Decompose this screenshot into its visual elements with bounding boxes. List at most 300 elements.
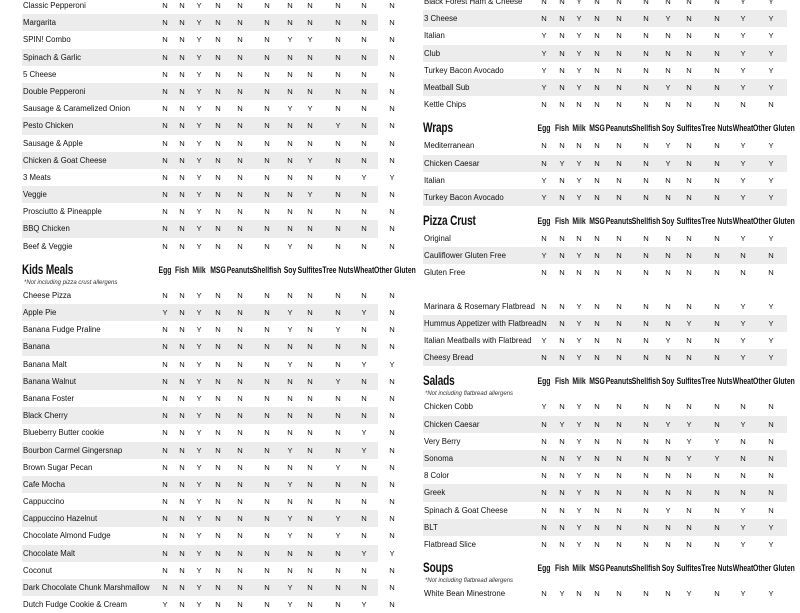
allergen-value: N	[768, 505, 774, 515]
allergen-value: N	[389, 342, 395, 352]
allergen-column-header: Fish	[554, 563, 570, 575]
table-row	[423, 264, 787, 281]
allergen-value: N	[237, 376, 243, 386]
allergen-value: N	[361, 69, 367, 79]
item-name: Dutch Fudge Cookie & Cream	[23, 600, 128, 610]
allergen-column-header: Tree Nuts	[322, 264, 354, 276]
allergen-value: N	[616, 31, 622, 41]
section-1	[423, 119, 795, 206]
allergen-value: Y	[740, 175, 746, 185]
section-1	[22, 260, 416, 613]
allergen-value: N	[215, 411, 221, 421]
allergen-value: N	[714, 589, 720, 599]
allergen-value: N	[237, 479, 243, 489]
allergen-value: N	[361, 565, 367, 575]
allergen-value: N	[643, 100, 649, 110]
allergen-value: N	[541, 268, 547, 278]
allergen-value: N	[541, 488, 547, 498]
allergen-value: N	[616, 65, 622, 75]
allergen-value: N	[559, 192, 565, 202]
allergen-value: N	[594, 436, 600, 446]
allergen-value: N	[576, 100, 582, 110]
allergen-value: N	[307, 172, 313, 182]
allergen-value: N	[264, 18, 270, 28]
allergen-value: Y	[740, 353, 746, 363]
allergen-value: N	[389, 69, 395, 79]
allergen-value: Y	[389, 548, 395, 558]
allergen-value: Y	[576, 402, 582, 412]
allergen-value: Y	[686, 453, 692, 463]
allergen-value: N	[335, 155, 341, 165]
allergen-value: N	[335, 69, 341, 79]
allergen-value: N	[594, 48, 600, 58]
allergen-value: N	[616, 100, 622, 110]
allergen-column-header: Egg	[537, 123, 551, 135]
allergen-value: Y	[768, 336, 774, 345]
allergen-value: N	[179, 86, 185, 96]
allergen-value: Y	[196, 52, 202, 62]
allergen-value: Y	[541, 336, 547, 345]
allergen-value: Y	[576, 436, 582, 446]
allergen-value: N	[307, 69, 313, 79]
allergen-column-header: Fish	[554, 123, 570, 135]
item-name: Brown Sugar Pecan	[23, 462, 93, 472]
allergen-value: N	[307, 86, 313, 96]
allergen-column-header: Wheat	[732, 563, 754, 575]
allergen-value: N	[541, 141, 547, 151]
allergen-value: Y	[686, 419, 692, 429]
allergen-value: Y	[287, 479, 293, 489]
allergen-value: N	[714, 353, 720, 363]
allergen-value: N	[714, 488, 720, 498]
allergen-value: N	[389, 411, 395, 421]
allergen-value: N	[335, 18, 341, 28]
allergen-value: N	[215, 1, 221, 10]
allergen-value: N	[594, 419, 600, 429]
allergen-value: N	[215, 342, 221, 352]
allergen-value: N	[686, 268, 692, 278]
allergen-value: N	[335, 52, 341, 62]
allergen-value: N	[686, 158, 692, 168]
allergen-value: N	[594, 100, 600, 110]
allergen-value: N	[264, 308, 270, 317]
item-name: Chicken Caesar	[424, 158, 480, 168]
allergen-value: N	[665, 539, 671, 549]
allergen-value: N	[616, 471, 622, 481]
allergen-value: N	[215, 428, 221, 438]
allergen-value: N	[307, 445, 313, 455]
section-note: *Not including flatbread allergens	[425, 578, 514, 585]
allergen-value: N	[594, 192, 600, 202]
allergen-value: Y	[361, 428, 367, 438]
allergen-value: Y	[389, 359, 395, 369]
allergen-value: N	[179, 359, 185, 369]
allergen-value: N	[714, 100, 720, 110]
allergen-value: N	[179, 138, 185, 148]
allergen-value: N	[686, 353, 692, 363]
item-name: Sausage & Apple	[23, 138, 83, 148]
allergen-column-header: Egg	[537, 563, 551, 575]
allergen-value: N	[643, 268, 649, 278]
allergen-value: N	[237, 138, 243, 148]
section-title: Soups	[423, 559, 454, 576]
allergen-value: N	[714, 505, 720, 515]
allergen-value: N	[215, 224, 221, 234]
allergen-value: Y	[196, 18, 202, 28]
allergen-value: Y	[541, 175, 547, 185]
allergen-value: N	[576, 234, 582, 244]
allergen-value: N	[215, 600, 221, 610]
allergen-value: N	[594, 336, 600, 345]
allergen-value: Y	[576, 14, 582, 24]
allergen-value: N	[264, 104, 270, 114]
allergen-value: N	[665, 402, 671, 412]
allergen-value: N	[389, 514, 395, 524]
allergen-value: Y	[196, 462, 202, 472]
allergen-value: Y	[196, 325, 202, 335]
allergen-value: Y	[196, 479, 202, 489]
allergen-column-header: Peanuts	[605, 123, 633, 135]
table-row	[423, 433, 787, 450]
table-row	[22, 220, 395, 237]
allergen-column-header: MSG	[589, 216, 605, 228]
allergen-value: Y	[287, 583, 293, 592]
allergen-value: Y	[287, 104, 293, 114]
allergen-value: N	[361, 479, 367, 489]
allergen-column-header: Shellfish	[631, 376, 661, 388]
allergen-value: Y	[576, 419, 582, 429]
table-row	[22, 117, 395, 134]
allergen-value: N	[686, 488, 692, 498]
allergen-value: Y	[665, 158, 671, 168]
allergen-value: N	[335, 565, 341, 575]
table-row	[423, 10, 787, 27]
allergen-value: N	[287, 376, 293, 386]
allergen-value: N	[643, 158, 649, 168]
allergen-value: N	[179, 342, 185, 352]
item-name: Sausage & Caramelized Onion	[23, 104, 131, 114]
allergen-value: Y	[287, 308, 293, 317]
allergen-value: N	[541, 453, 547, 463]
allergen-value: N	[559, 82, 565, 92]
allergen-value: Y	[740, 14, 746, 24]
item-name: Bourbon Carmel Gingersnap	[23, 445, 123, 455]
allergen-value: N	[559, 65, 565, 75]
allergen-value: N	[361, 1, 367, 10]
allergen-value: N	[714, 471, 720, 481]
allergen-value: N	[714, 522, 720, 532]
allergen-value: N	[215, 52, 221, 62]
allergen-value: N	[740, 251, 746, 261]
allergen-value: N	[686, 471, 692, 481]
allergen-value: Y	[196, 514, 202, 524]
allergen-value: N	[740, 453, 746, 463]
allergen-value: N	[714, 141, 720, 151]
allergen-value: N	[179, 325, 185, 335]
allergen-value: Y	[335, 514, 341, 524]
allergen-value: N	[287, 69, 293, 79]
allergen-value: Y	[768, 48, 774, 58]
allergen-value: Y	[361, 600, 367, 610]
table-row	[22, 510, 395, 527]
allergen-column-header: Sulfites	[676, 563, 702, 575]
allergen-column-header: Sulfites	[676, 216, 702, 228]
allergen-column-header: MSG	[589, 376, 605, 388]
table-row	[22, 493, 395, 510]
allergen-value: N	[361, 411, 367, 421]
allergen-value: Y	[768, 318, 774, 328]
table-row	[22, 169, 395, 186]
allergen-value: N	[287, 1, 293, 10]
allergen-value: N	[643, 141, 649, 151]
table-row	[423, 247, 787, 264]
allergen-value: N	[686, 251, 692, 261]
allergen-value: Y	[196, 445, 202, 455]
allergen-value: Y	[287, 359, 293, 369]
allergen-column-header: Soy	[283, 264, 297, 276]
item-name: Banana Malt	[23, 359, 67, 369]
allergen-value: N	[389, 224, 395, 234]
allergen-value: N	[237, 548, 243, 558]
allergen-value: Y	[559, 419, 565, 429]
allergen-value: Y	[196, 138, 202, 148]
allergen-value: Y	[287, 600, 293, 610]
allergen-value: N	[162, 172, 168, 182]
allergen-value: N	[665, 353, 671, 363]
allergen-value: N	[307, 531, 313, 541]
allergen-value: N	[287, 155, 293, 165]
allergen-value: N	[541, 539, 547, 549]
allergen-value: N	[643, 318, 649, 328]
allergen-value: N	[264, 1, 270, 10]
item-name: Italian Meatballs with Flatbread	[424, 336, 532, 345]
allergen-value: N	[714, 336, 720, 345]
allergen-value: N	[714, 419, 720, 429]
allergen-value: Y	[196, 69, 202, 79]
allergen-value: N	[616, 419, 622, 429]
allergen-value: N	[179, 497, 185, 507]
item-name: Gluten Free	[424, 268, 466, 278]
allergen-value: N	[162, 18, 168, 28]
allergen-value: N	[643, 453, 649, 463]
allergen-value: N	[361, 290, 367, 300]
allergen-value: Y	[196, 342, 202, 352]
allergen-value: N	[616, 141, 622, 151]
allergen-value: N	[616, 301, 622, 311]
allergen-value: N	[237, 531, 243, 541]
table-row	[22, 545, 395, 562]
allergen-value: N	[616, 0, 622, 6]
allergen-value: Y	[714, 453, 720, 463]
allergen-value: N	[643, 82, 649, 92]
allergen-value: Y	[768, 82, 774, 92]
item-name: Sonoma	[424, 453, 454, 463]
item-name: Coconut	[23, 565, 53, 575]
allergen-value: N	[686, 505, 692, 515]
allergen-value: N	[576, 141, 582, 151]
allergen-value: N	[389, 497, 395, 507]
allergen-value: N	[307, 583, 313, 592]
allergen-value: N	[361, 241, 367, 251]
allergen-value: N	[287, 190, 293, 200]
allergen-value: N	[361, 376, 367, 386]
allergen-column-header: Soy	[661, 123, 675, 135]
allergen-value: N	[264, 325, 270, 335]
allergen-value: N	[714, 48, 720, 58]
allergen-value: Y	[768, 141, 774, 151]
allergen-column-header: Other Gluten	[753, 123, 795, 135]
allergen-value: N	[594, 505, 600, 515]
allergen-value: N	[686, 48, 692, 58]
allergen-value: N	[179, 52, 185, 62]
allergen-value: N	[714, 268, 720, 278]
allergen-value: N	[594, 353, 600, 363]
allergen-value: Y	[196, 600, 202, 610]
allergen-value: Y	[335, 121, 341, 131]
allergen-value: N	[714, 539, 720, 549]
allergen-column-header: Shellfish	[631, 216, 661, 228]
allergen-value: N	[361, 155, 367, 165]
allergen-value: N	[594, 453, 600, 463]
allergen-value: N	[179, 18, 185, 28]
allergen-value: N	[714, 65, 720, 75]
table-row	[22, 579, 395, 596]
allergen-column-header: Other Gluten	[753, 376, 795, 388]
allergen-column-header: Egg	[537, 216, 551, 228]
allergen-value: N	[287, 548, 293, 558]
allergen-value: N	[162, 462, 168, 472]
allergen-value: N	[215, 207, 221, 217]
allergen-value: N	[361, 342, 367, 352]
allergen-value: N	[307, 121, 313, 131]
table-row	[22, 321, 395, 338]
allergen-value: N	[179, 190, 185, 200]
allergen-value: N	[335, 428, 341, 438]
allergen-value: N	[768, 471, 774, 481]
allergen-value: N	[264, 428, 270, 438]
allergen-value: N	[237, 207, 243, 217]
allergen-value: N	[237, 514, 243, 524]
allergen-value: Y	[665, 14, 671, 24]
table-row	[22, 83, 395, 100]
allergen-value: N	[237, 308, 243, 317]
allergen-value: N	[264, 69, 270, 79]
allergen-value: N	[162, 224, 168, 234]
allergen-value: N	[237, 172, 243, 182]
allergen-value: N	[237, 18, 243, 28]
table-row	[423, 502, 787, 519]
allergen-value: N	[361, 325, 367, 335]
table-row	[22, 203, 395, 220]
table-row	[423, 137, 787, 154]
allergen-value: Y	[162, 308, 168, 317]
section-header	[423, 559, 795, 577]
allergen-value: Y	[196, 290, 202, 300]
table-row	[22, 356, 395, 373]
allergen-value: N	[361, 514, 367, 524]
allergen-value: Y	[576, 192, 582, 202]
item-name: Banana	[23, 342, 50, 352]
allergen-value: Y	[576, 336, 582, 345]
table-row	[22, 304, 395, 321]
allergen-value: N	[162, 290, 168, 300]
allergen-value: N	[162, 69, 168, 79]
allergen-value: N	[714, 402, 720, 412]
allergen-value: N	[215, 69, 221, 79]
allergen-value: N	[686, 402, 692, 412]
allergen-value: N	[307, 308, 313, 317]
allergen-value: N	[740, 471, 746, 481]
allergen-value: Y	[196, 565, 202, 575]
item-name: Double Pepperoni	[23, 86, 86, 96]
table-row	[22, 407, 395, 424]
item-name: Beef & Veggie	[23, 241, 73, 251]
allergen-value: Y	[196, 359, 202, 369]
allergen-value: Y	[740, 65, 746, 75]
allergen-value: N	[686, 141, 692, 151]
allergen-value: Y	[287, 325, 293, 335]
allergen-value: Y	[576, 0, 582, 6]
allergen-value: N	[287, 86, 293, 96]
allergen-value: N	[162, 359, 168, 369]
allergen-value: N	[237, 428, 243, 438]
allergen-value: N	[237, 445, 243, 455]
allergen-value: N	[179, 1, 185, 10]
allergen-value: N	[179, 479, 185, 489]
allergen-value: N	[768, 402, 774, 412]
section-spacer	[423, 282, 787, 298]
allergen-value: N	[307, 138, 313, 148]
allergen-value: Y	[576, 65, 582, 75]
allergen-value: N	[237, 190, 243, 200]
allergen-value: N	[594, 234, 600, 244]
item-name: BLT	[424, 522, 438, 532]
allergen-value: N	[264, 155, 270, 165]
table-row	[22, 186, 395, 203]
allergen-value: N	[264, 531, 270, 541]
allergen-value: N	[162, 190, 168, 200]
allergen-value: N	[768, 251, 774, 261]
allergen-value: N	[335, 359, 341, 369]
allergen-value: N	[594, 402, 600, 412]
allergen-value: N	[541, 0, 547, 6]
item-name: Chicken & Goat Cheese	[23, 155, 107, 165]
allergen-value: N	[389, 479, 395, 489]
allergen-value: N	[714, 0, 720, 6]
allergen-value: N	[616, 192, 622, 202]
allergen-value: Y	[576, 471, 582, 481]
allergen-value: N	[179, 583, 185, 592]
allergen-value: N	[643, 65, 649, 75]
allergen-value: N	[237, 583, 243, 592]
item-name: Cafe Mocha	[23, 479, 66, 489]
allergen-value: N	[559, 353, 565, 363]
allergen-value: N	[335, 138, 341, 148]
allergen-value: Y	[768, 589, 774, 599]
allergen-value: N	[215, 462, 221, 472]
allergen-value: N	[714, 251, 720, 261]
section-title: Salads	[423, 372, 455, 389]
allergen-value: Y	[196, 172, 202, 182]
allergen-column-header: Tree Nuts	[701, 123, 733, 135]
allergen-value: N	[307, 565, 313, 575]
allergen-value: N	[616, 14, 622, 24]
allergen-value: N	[686, 234, 692, 244]
allergen-column-header: Milk	[192, 264, 206, 276]
item-name: Very Berry	[424, 436, 461, 446]
allergen-value: N	[361, 138, 367, 148]
allergen-value: N	[594, 488, 600, 498]
